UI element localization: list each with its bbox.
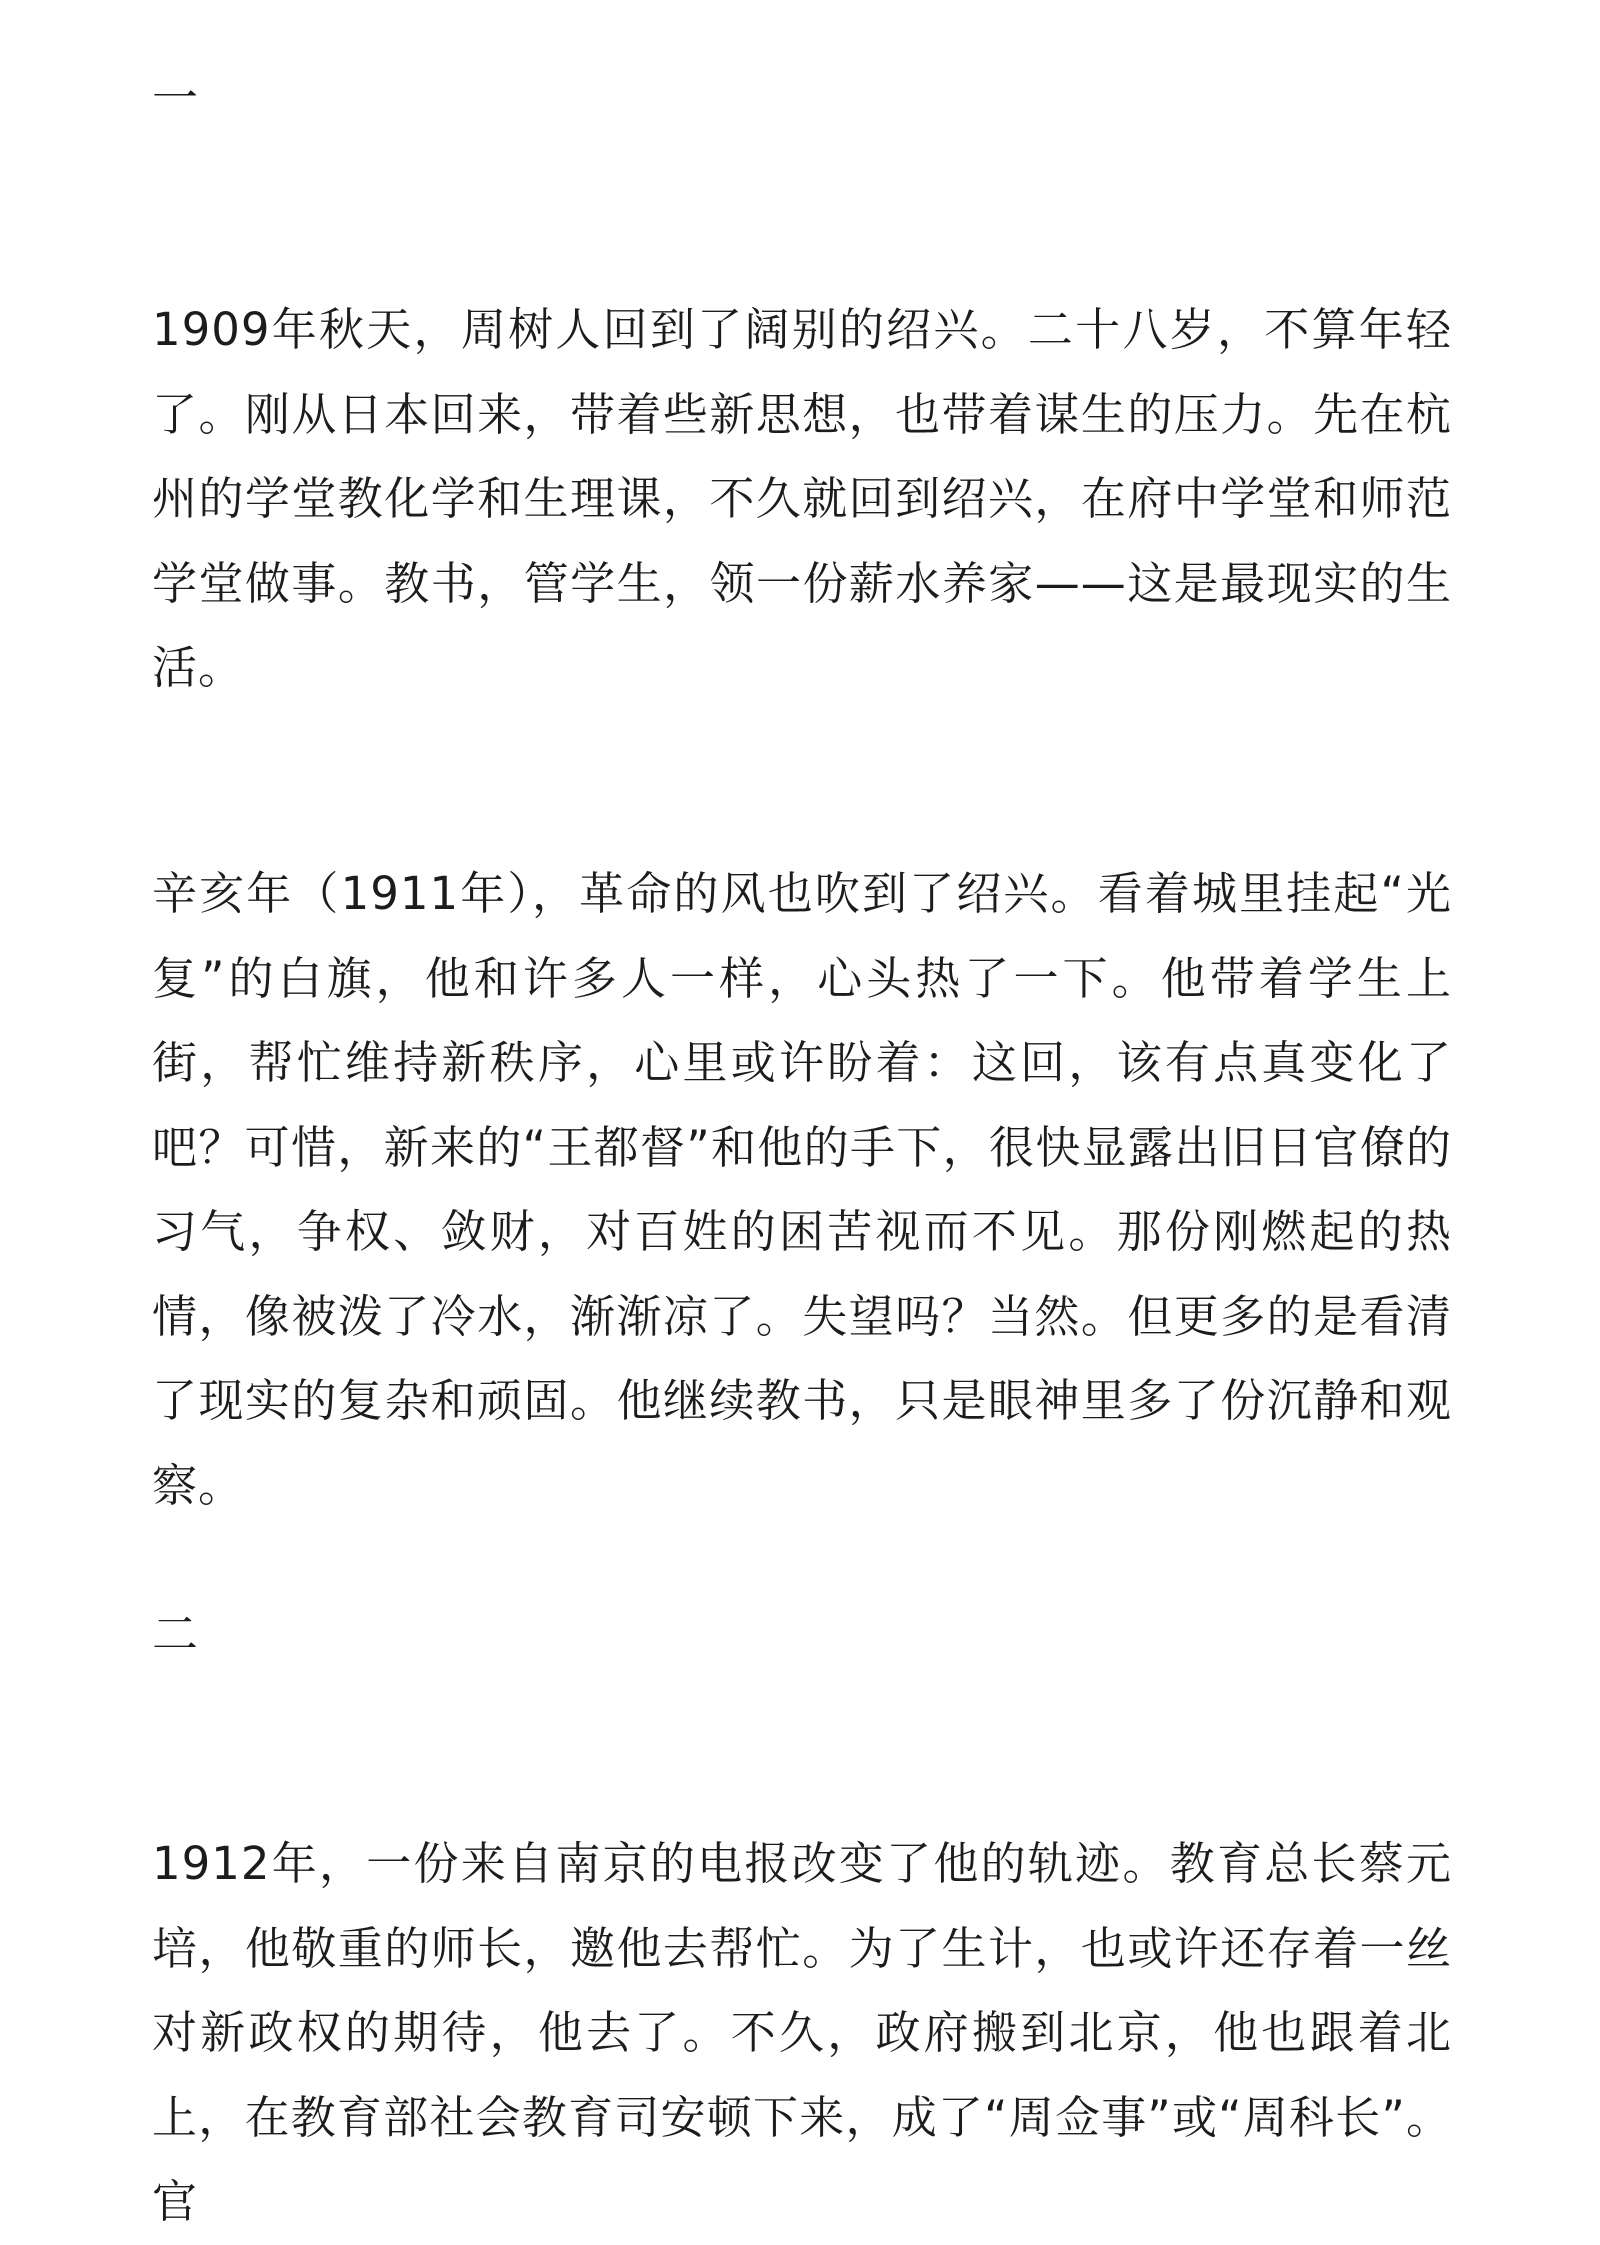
paragraph: 1912年，一份来自南京的电报改变了他的轨迹。教育总长蔡元培，他敬重的师长，邀他去帮忙。为了生计，也或许还存着一丝对新政权的期待，他去了。不久，政府搬到北京，他也跟着北上，在教育部社会教育司安顿下来，成了“周佥事”或“周科长”。官 <box>152 1837 1452 2228</box>
paragraph: 1909年秋天，周树人回到了阔别的绍兴。二十八岁，不算年轻了。刚从日本回来，带着些新思想，也带着谋生的压力。先在杭州的学堂教化学和生理课，不久就回到绍兴，在府中学堂和师范学堂做事。教书，管学生，领一份薪水养家——这是最现实的生活。 <box>152 303 1452 694</box>
section-heading-1: 一 <box>152 71 198 125</box>
paragraph: 辛亥年（1911年），革命的风也吹到了绍兴。看着城里挂起“光复”的白旗，他和许多人一样，心头热了一下。他带着学生上街，帮忙维持新秩序，心里或许盼着：这回，该有点真变化了吧？可惜，新来的“王都督”和他的手下，很快显露出旧日官僚的习气，争权、敛财，对百姓的困苦视而不见。那份刚燃起的热情，像被泼了冷水，渐渐凉了。失望吗？当然。但更多的是看清了现实的复杂和顽固。他继续教书，只是眼神里多了份沉静和观察。 <box>152 867 1452 1512</box>
section-heading-2: 二 <box>152 1607 198 1661</box>
